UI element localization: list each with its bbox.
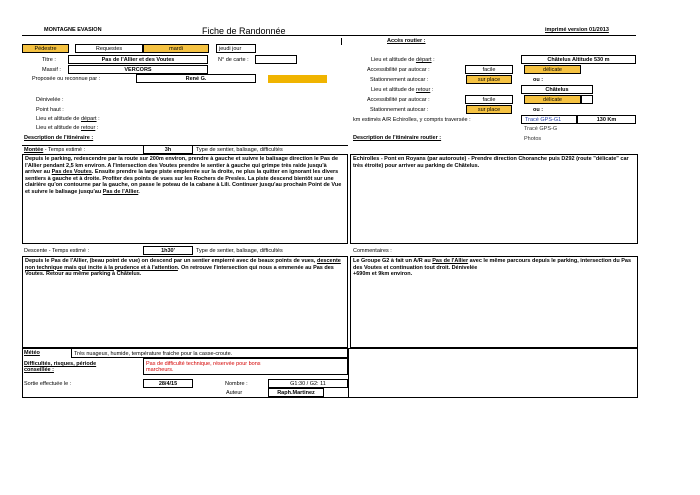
meteo-value: Très nuageux, humide, température fraiche pour la casse-croute. bbox=[74, 351, 233, 357]
station-ou: ou : bbox=[533, 77, 544, 83]
access-retour-delicate: délicate bbox=[524, 95, 581, 104]
montee-time: 3h bbox=[143, 145, 193, 154]
header-rule bbox=[22, 35, 636, 36]
difficultes-value-a: Pas de difficulté technique, réservée pour bons bbox=[146, 361, 261, 367]
station2-ou: ou : bbox=[533, 107, 544, 113]
point-haut-label: Point haut : bbox=[36, 107, 64, 113]
titre-label: Titre : bbox=[42, 57, 56, 63]
difficultes-label-b: conseillée : bbox=[24, 367, 54, 373]
access-aller-label: Accessibilité par autocar : bbox=[367, 67, 430, 73]
access-aller-delicate: délicate bbox=[524, 65, 581, 74]
day-cell: mardi bbox=[143, 44, 209, 53]
access-retour-value: Châtelus bbox=[521, 85, 593, 94]
org-name: MONTAGNE EVASION bbox=[44, 27, 102, 33]
nombre-label: Nombre : bbox=[225, 381, 248, 387]
massif-value: VERCORS bbox=[68, 65, 208, 74]
photos-link[interactable]: Photos bbox=[524, 136, 542, 142]
map-label: N° de carte : bbox=[218, 57, 249, 63]
commentaires-text: Le Groupe G2 à fait un A/R au Pas de l'Allier avec le même parcours depuis le parking, intersection du Pas des Voutes et continuation tout droit. Dénivelée +690m et 9km environ. bbox=[353, 258, 632, 278]
nombre-value: G1:30 / G2: 11 bbox=[268, 379, 348, 388]
denivelee-label: Dénivelée : bbox=[36, 97, 64, 103]
auteur-value: Raph.Martinez bbox=[268, 388, 324, 397]
km-value: 130 Km bbox=[577, 115, 636, 124]
meteo-label: Météo bbox=[24, 350, 40, 356]
gps-track-2-link[interactable]: Tracé GPS-G bbox=[524, 126, 558, 132]
access-retour-extra bbox=[581, 95, 593, 104]
access-depart-value: Châtelus Altitude 530 m bbox=[521, 55, 636, 64]
sortie-date: 28/4/15 bbox=[143, 379, 193, 388]
km-label: km estimés A/R Echirolles, y compris traversée : bbox=[353, 117, 471, 123]
route-desc-label: Description de l'itinéraire routier : bbox=[353, 135, 442, 141]
montee-text: Depuis le parking, redescendre par la route sur 200m environ, prendre à gauche et suivre le balisage direction le Pas de l'Allier pendant 2,5 km environ. A l'intersection des Voutes prendre le sentier à gauche qui grimpe très raide jusqu'à arriver au Pas des Voutes. Ensuite prendre la large piste empierrée sur la droite, ne plus la quitter en ignorant les divers sentiers à gauche et à droite. Profiter des points de vues sur les Rochers de Presles. La piste descend bientôt sur une clairière qu'on contourne par la gauche, on passe le poteau de la cabane à Lili. Continuer jusqu'au prochain Point de Vue et suivre le balisage jusqu'au Pas de l'Allier. bbox=[25, 156, 342, 195]
station-sur-place: sur place bbox=[466, 75, 512, 84]
print-version: imprimé version 01/2013 bbox=[545, 27, 609, 33]
access-retour-facile: facile bbox=[465, 95, 513, 104]
depart-label: Lieu et altitude de départ : bbox=[36, 116, 100, 122]
titre-value: Pas de l'Allier et des Voutes bbox=[68, 55, 208, 64]
descente-time: 1h30' bbox=[143, 246, 193, 255]
difficultes-label-a: Difficultés, risques, période bbox=[24, 361, 97, 367]
montee-label: Montée - Temps estimé : bbox=[24, 147, 86, 153]
requested-cell: Requestes bbox=[75, 44, 143, 53]
access-title: Accès routier : bbox=[387, 38, 426, 44]
page-title: Fiche de Randonnée bbox=[202, 26, 286, 36]
map-field bbox=[255, 55, 297, 64]
mode-cell: Pédestre bbox=[22, 44, 69, 53]
commentaires-label: Commentaires : bbox=[353, 248, 392, 254]
auteur-label: Auteur bbox=[226, 390, 243, 396]
day-type-cell: jeudi jour bbox=[216, 44, 256, 53]
divider-tick bbox=[341, 38, 342, 45]
proposee-value: René G. bbox=[136, 74, 256, 83]
route-desc-text: Echirolles - Pont en Royans (par autoroute) - Prendre direction Choranche puis D292 (route "délicate" car très étroite) pour arriver au parking de Châtelus. bbox=[353, 156, 629, 169]
gps-track-1-link[interactable]: Tracé GPS-G1 bbox=[521, 115, 577, 124]
descente-text: Depuis le Pas de l'Allier, (beau point de vue) on descend par un sentier empierré avec de beaux points de vues, descente non technique mais qui incite à la prudence et à l'attention. On retrouve l'intersection qui nous a emmenée au Pas des Voutes. Retour au même parking à Châtelus. bbox=[25, 258, 341, 278]
montee-type-label: Type de sentier, balisage, difficultés bbox=[196, 147, 283, 153]
descente-type-label: Type de sentier, balisage, difficultés bbox=[196, 248, 283, 254]
access-retour-label: Accessibilité par autocar : bbox=[367, 97, 430, 103]
access-aller-facile: facile bbox=[465, 65, 513, 74]
difficultes-value-b: marcheurs. bbox=[146, 367, 174, 373]
proposee-label: Proposée ou reconnue par : bbox=[32, 76, 101, 82]
access-retour-place-label: Lieu et altitude de retour : bbox=[371, 87, 434, 93]
stationnement-label: Stationnement autocar : bbox=[370, 77, 429, 83]
station2-sur-place: sur place bbox=[466, 105, 512, 114]
retour-label: Lieu et altitude de retour : bbox=[36, 125, 99, 131]
desc-itin-label: Description de l'itinéraire : bbox=[24, 135, 94, 141]
sortie-label: Sortie effectuée le : bbox=[24, 381, 72, 387]
descente-label: Descente - Temps estimé : bbox=[24, 248, 90, 254]
massif-label: Massif : bbox=[42, 67, 61, 73]
access-depart-label: Lieu et altitude de départ : bbox=[371, 57, 435, 63]
stationnement2-label: Stationnement autocar : bbox=[370, 107, 429, 113]
bottom-divider bbox=[348, 348, 349, 398]
highlight-swatch bbox=[268, 75, 327, 83]
